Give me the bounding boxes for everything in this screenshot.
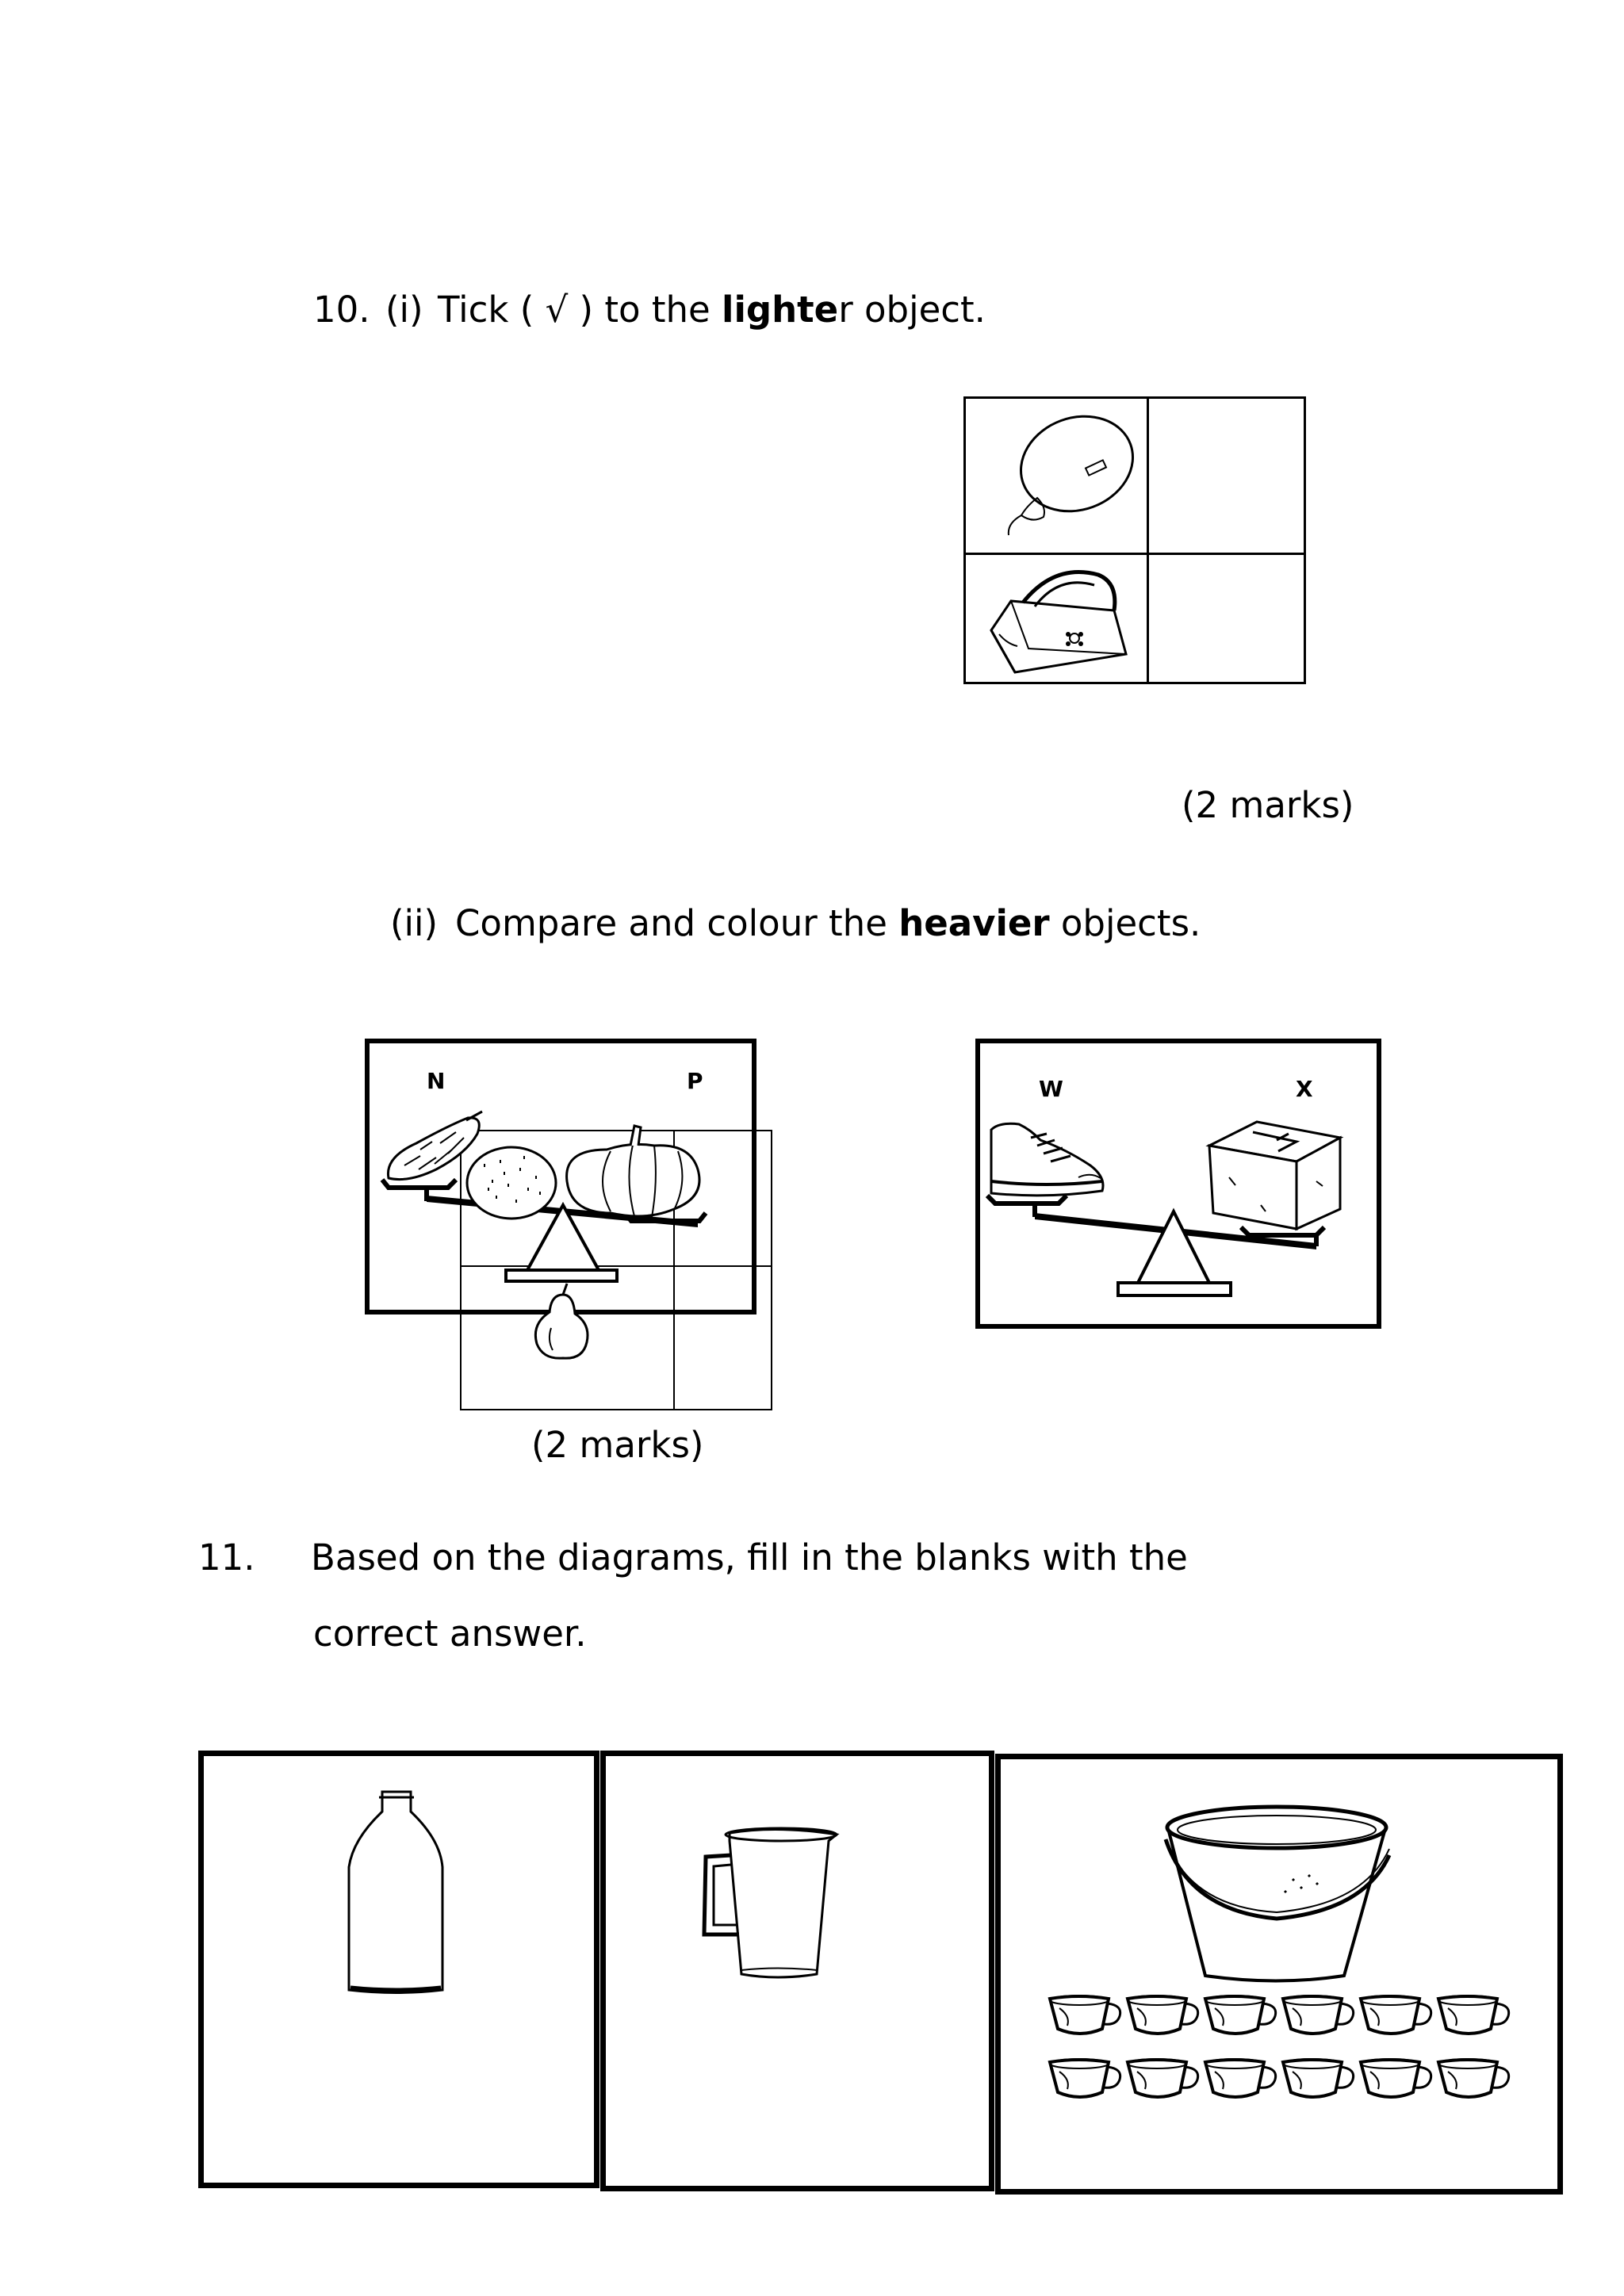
pumpkin-icon	[567, 1126, 699, 1217]
pail-and-cups-icon	[1158, 1800, 1396, 1990]
q10-part-ii-label: (ii)	[390, 902, 439, 944]
tick-box-balloon[interactable]	[1149, 399, 1304, 553]
q10-part-ii-marks: (2 marks)	[531, 1424, 704, 1466]
cup-6	[1438, 1996, 1509, 2034]
cup-5	[1361, 1996, 1431, 2034]
q11-line1: Based on the diagrams, fill in the blanks with the	[311, 1536, 1188, 1578]
cup-3	[1205, 1996, 1276, 2034]
q10-part-i-label: (i)	[385, 289, 423, 331]
label-w: W	[1039, 1076, 1063, 1102]
bottle-icon	[333, 1788, 460, 2002]
cup-4	[1283, 1996, 1354, 2034]
balloon-icon	[991, 404, 1146, 547]
cucumber-icon	[388, 1112, 482, 1180]
handbag-icon	[979, 555, 1146, 682]
cup-12	[1438, 2059, 1509, 2097]
cup-7	[1050, 2059, 1120, 2097]
q10-number: 10.	[313, 289, 370, 331]
cup-1	[1050, 1996, 1120, 2034]
q10-part-i-instruction: Tick ( √ ) to the lighter object.	[438, 289, 986, 331]
box-icon	[1209, 1122, 1340, 1229]
q10-part-ii-instruction: Compare and colour the heavier objects.	[455, 902, 1201, 944]
shoe-icon	[991, 1123, 1103, 1196]
scale-w-x	[983, 1102, 1376, 1324]
q11-number: 11.	[198, 1536, 255, 1578]
cup-2	[1128, 1996, 1198, 2034]
pear-icon	[527, 1280, 595, 1364]
q10-part-i-marks: (2 marks)	[1182, 784, 1354, 826]
label-n: N	[427, 1068, 446, 1094]
melon-icon	[467, 1147, 556, 1219]
cup-11	[1361, 2059, 1431, 2097]
jug-icon	[698, 1823, 856, 1990]
cups-grid	[1047, 1994, 1522, 2121]
cup-9	[1205, 2059, 1276, 2097]
scale-n-p	[373, 1094, 761, 1308]
cup-8	[1128, 2059, 1198, 2097]
cup-10	[1283, 2059, 1354, 2097]
label-x: X	[1296, 1076, 1313, 1102]
q11-line2: correct answer.	[313, 1613, 587, 1655]
label-p: P	[687, 1068, 703, 1094]
tick-box-handbag[interactable]	[1149, 555, 1304, 682]
